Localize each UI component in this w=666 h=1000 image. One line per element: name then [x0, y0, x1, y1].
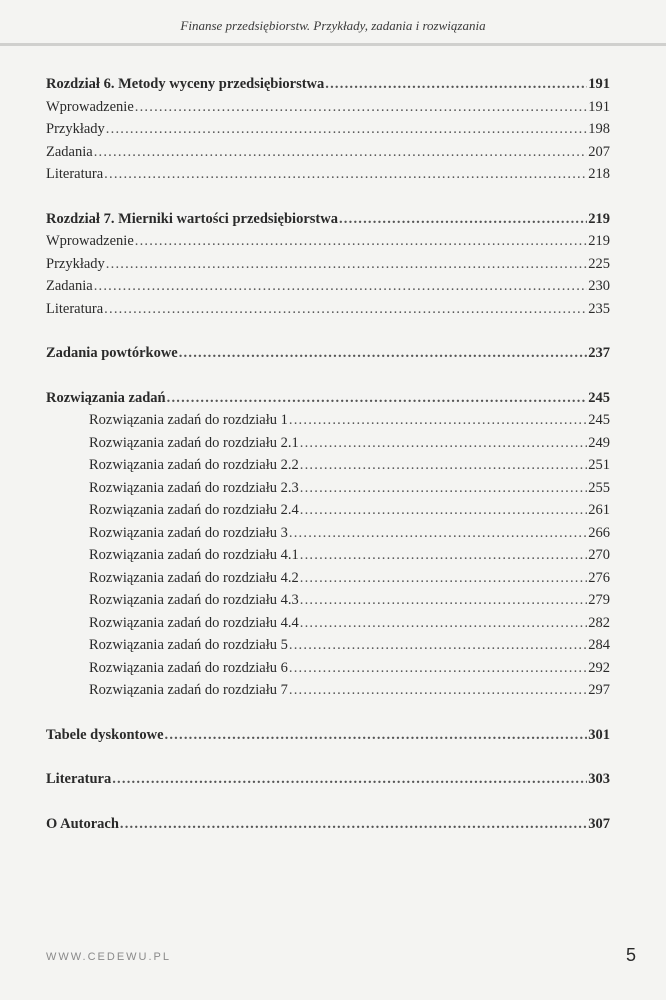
dot-leader	[300, 499, 587, 522]
toc-entry-page: 297	[588, 682, 610, 698]
toc-entry-label: Rozwiązania zadań do rozdziału 3	[89, 524, 288, 541]
toc-entry-page: 207	[588, 143, 610, 160]
toc-entry-page: 251	[588, 457, 610, 473]
toc-entry-label: Literatura	[46, 166, 104, 182]
toc-entry-page: 255	[588, 479, 610, 496]
spacer	[46, 746, 610, 768]
dot-leader	[94, 141, 588, 164]
toc-subentry[interactable]	[46, 477, 610, 500]
dot-leader	[179, 342, 588, 365]
dot-leader	[106, 253, 587, 276]
toc-entry-page: 303	[588, 771, 610, 787]
toc-entry-page: 266	[588, 524, 610, 541]
spacer	[46, 791, 610, 813]
toc-entry[interactable]	[46, 96, 610, 119]
toc-entry-label: Rozwiązania zadań do rozdziału 5	[89, 637, 288, 653]
toc-entry-page: 225	[588, 255, 610, 272]
dot-leader	[300, 567, 587, 590]
toc-entry[interactable]	[46, 298, 610, 321]
spacer	[46, 702, 610, 724]
toc-entry-label: Wprowadzenie	[46, 233, 134, 249]
toc-subentry[interactable]	[46, 679, 610, 702]
toc-entry-label: Rozwiązania zadań do rozdziału 4.3	[89, 592, 299, 608]
dot-leader	[167, 387, 588, 410]
toc-subentry[interactable]	[46, 409, 610, 432]
toc-entry-label: Rozwiązania zadań do rozdziału 2.3	[89, 479, 299, 496]
toc-entry[interactable]	[46, 141, 610, 164]
toc-entry-chapter-7[interactable]	[46, 208, 610, 231]
toc-entry-page: 219	[588, 210, 610, 227]
toc-entry[interactable]	[46, 230, 610, 253]
toc-entry-chapter-6[interactable]	[46, 73, 610, 96]
dot-leader	[289, 679, 587, 702]
toc-entry-label: O Autorach	[46, 815, 119, 832]
toc-entry-page: 301	[588, 726, 610, 743]
toc-entry-page: 230	[588, 278, 610, 294]
toc-entry-zadania-powtorkowe[interactable]	[46, 342, 610, 365]
toc-entry-label: Literatura	[46, 771, 112, 787]
toc-entry-label: Literatura	[46, 300, 104, 317]
toc-entry[interactable]	[46, 163, 610, 186]
spacer	[46, 320, 610, 342]
toc-entry-tabele-dyskontowe[interactable]	[46, 724, 610, 747]
toc-entry-label: Rozwiązania zadań do rozdziału 4.4	[89, 614, 299, 631]
toc-entry-page: 245	[588, 389, 610, 406]
dot-leader	[94, 275, 588, 298]
toc-entry-page: 249	[588, 434, 610, 451]
toc-subentry[interactable]	[46, 567, 610, 590]
dot-leader	[112, 768, 587, 791]
dot-leader	[165, 724, 588, 747]
toc-entry-label: Tabele dyskontowe	[46, 726, 164, 743]
toc-entry-label: Przykłady	[46, 255, 105, 272]
toc-entry-label: Rozwiązania zadań do rozdziału 1	[89, 412, 288, 428]
toc-entry-label: Rozwiązania zadań do rozdziału 4.1	[89, 547, 299, 563]
dot-leader	[300, 477, 587, 500]
dot-leader	[289, 634, 587, 657]
toc-entry-page: 292	[588, 659, 610, 676]
toc-entry-page: 261	[588, 502, 610, 518]
dot-leader	[104, 163, 587, 186]
toc-entry-label: Rozwiązania zadań	[46, 389, 166, 406]
page-number: 5	[625, 945, 636, 965]
toc-entry-page: 307	[588, 815, 610, 832]
toc-entry[interactable]	[46, 253, 610, 276]
toc-entry-page: 198	[588, 121, 610, 137]
toc-subentry[interactable]	[46, 522, 610, 545]
dot-leader	[300, 454, 587, 477]
dot-leader	[289, 522, 587, 545]
toc-entry-page: 235	[588, 300, 610, 317]
toc-entry-label: Rozwiązania zadań do rozdziału 7	[89, 682, 288, 698]
toc-entry-label: Rozwiązania zadań do rozdziału 6	[89, 659, 288, 676]
dot-leader	[135, 96, 587, 119]
toc-entry-page: 282	[588, 614, 610, 631]
toc-entry-o-autorach[interactable]	[46, 813, 610, 836]
dot-leader	[120, 813, 587, 836]
toc-entry[interactable]	[46, 275, 610, 298]
toc-entry[interactable]	[46, 118, 610, 141]
toc-entry-page: 279	[588, 592, 610, 608]
toc-subentry[interactable]	[46, 589, 610, 612]
dot-leader	[135, 230, 587, 253]
toc-entry-page: 191	[588, 98, 610, 115]
toc-entry-page: 284	[588, 637, 610, 653]
spacer	[46, 365, 610, 387]
toc-entry-label: Rozwiązania zadań do rozdziału 4.2	[89, 569, 299, 586]
toc-subentry[interactable]	[46, 454, 610, 477]
toc-subentry[interactable]	[46, 657, 610, 680]
toc-entry-label: Zadania powtórkowe	[46, 345, 178, 361]
toc-entry-label: Rozdział 7. Mierniki wartości przedsiębiorstwa	[46, 210, 338, 227]
toc-entry-page: 276	[588, 569, 610, 586]
toc-entry-page: 237	[588, 345, 610, 361]
dot-leader	[289, 409, 587, 432]
dot-leader	[104, 298, 587, 321]
dot-leader	[289, 657, 587, 680]
toc-entry-page: 218	[588, 166, 610, 182]
spacer	[46, 186, 610, 208]
dot-leader	[300, 544, 587, 567]
toc-entry-rozwiazania-zadan[interactable]	[46, 387, 610, 410]
running-header: Finanse przedsiębiorstw. Przykłady, zadania i rozwiązania	[180, 18, 486, 33]
toc-subentry[interactable]	[46, 499, 610, 522]
toc-entry-label: Rozdział 6. Metody wyceny przedsiębiorstwa	[46, 76, 325, 92]
toc-subentry[interactable]	[46, 432, 610, 455]
toc-entry-page: 191	[588, 76, 610, 92]
toc-subentry[interactable]	[46, 612, 610, 635]
dot-leader	[339, 208, 587, 231]
toc-entry-label: Zadania	[46, 143, 93, 160]
publisher-url: WWW.CEDEWU.PL	[46, 951, 171, 963]
header-rule	[0, 43, 666, 46]
toc-entry-literatura[interactable]	[46, 768, 610, 791]
toc-entry-page: 219	[588, 233, 610, 249]
dot-leader	[300, 432, 587, 455]
dot-leader	[300, 589, 587, 612]
toc-entry-label: Zadania	[46, 278, 93, 294]
toc-entry-label: Rozwiązania zadań do rozdziału 2.4	[89, 502, 299, 518]
toc-entry-label: Rozwiązania zadań do rozdziału 2.1	[89, 434, 299, 451]
toc-entry-label: Rozwiązania zadań do rozdziału 2.2	[89, 457, 299, 473]
toc-entry-page: 270	[588, 547, 610, 563]
dot-leader	[106, 118, 587, 141]
toc-entry-page: 245	[588, 412, 610, 428]
toc-subentry[interactable]	[46, 544, 610, 567]
toc-subentry[interactable]	[46, 634, 610, 657]
dot-leader	[300, 612, 587, 635]
dot-leader	[325, 73, 587, 96]
toc-entry-label: Przykłady	[46, 121, 105, 137]
toc-entry-label: Wprowadzenie	[46, 98, 134, 115]
table-of-contents	[46, 73, 610, 835]
